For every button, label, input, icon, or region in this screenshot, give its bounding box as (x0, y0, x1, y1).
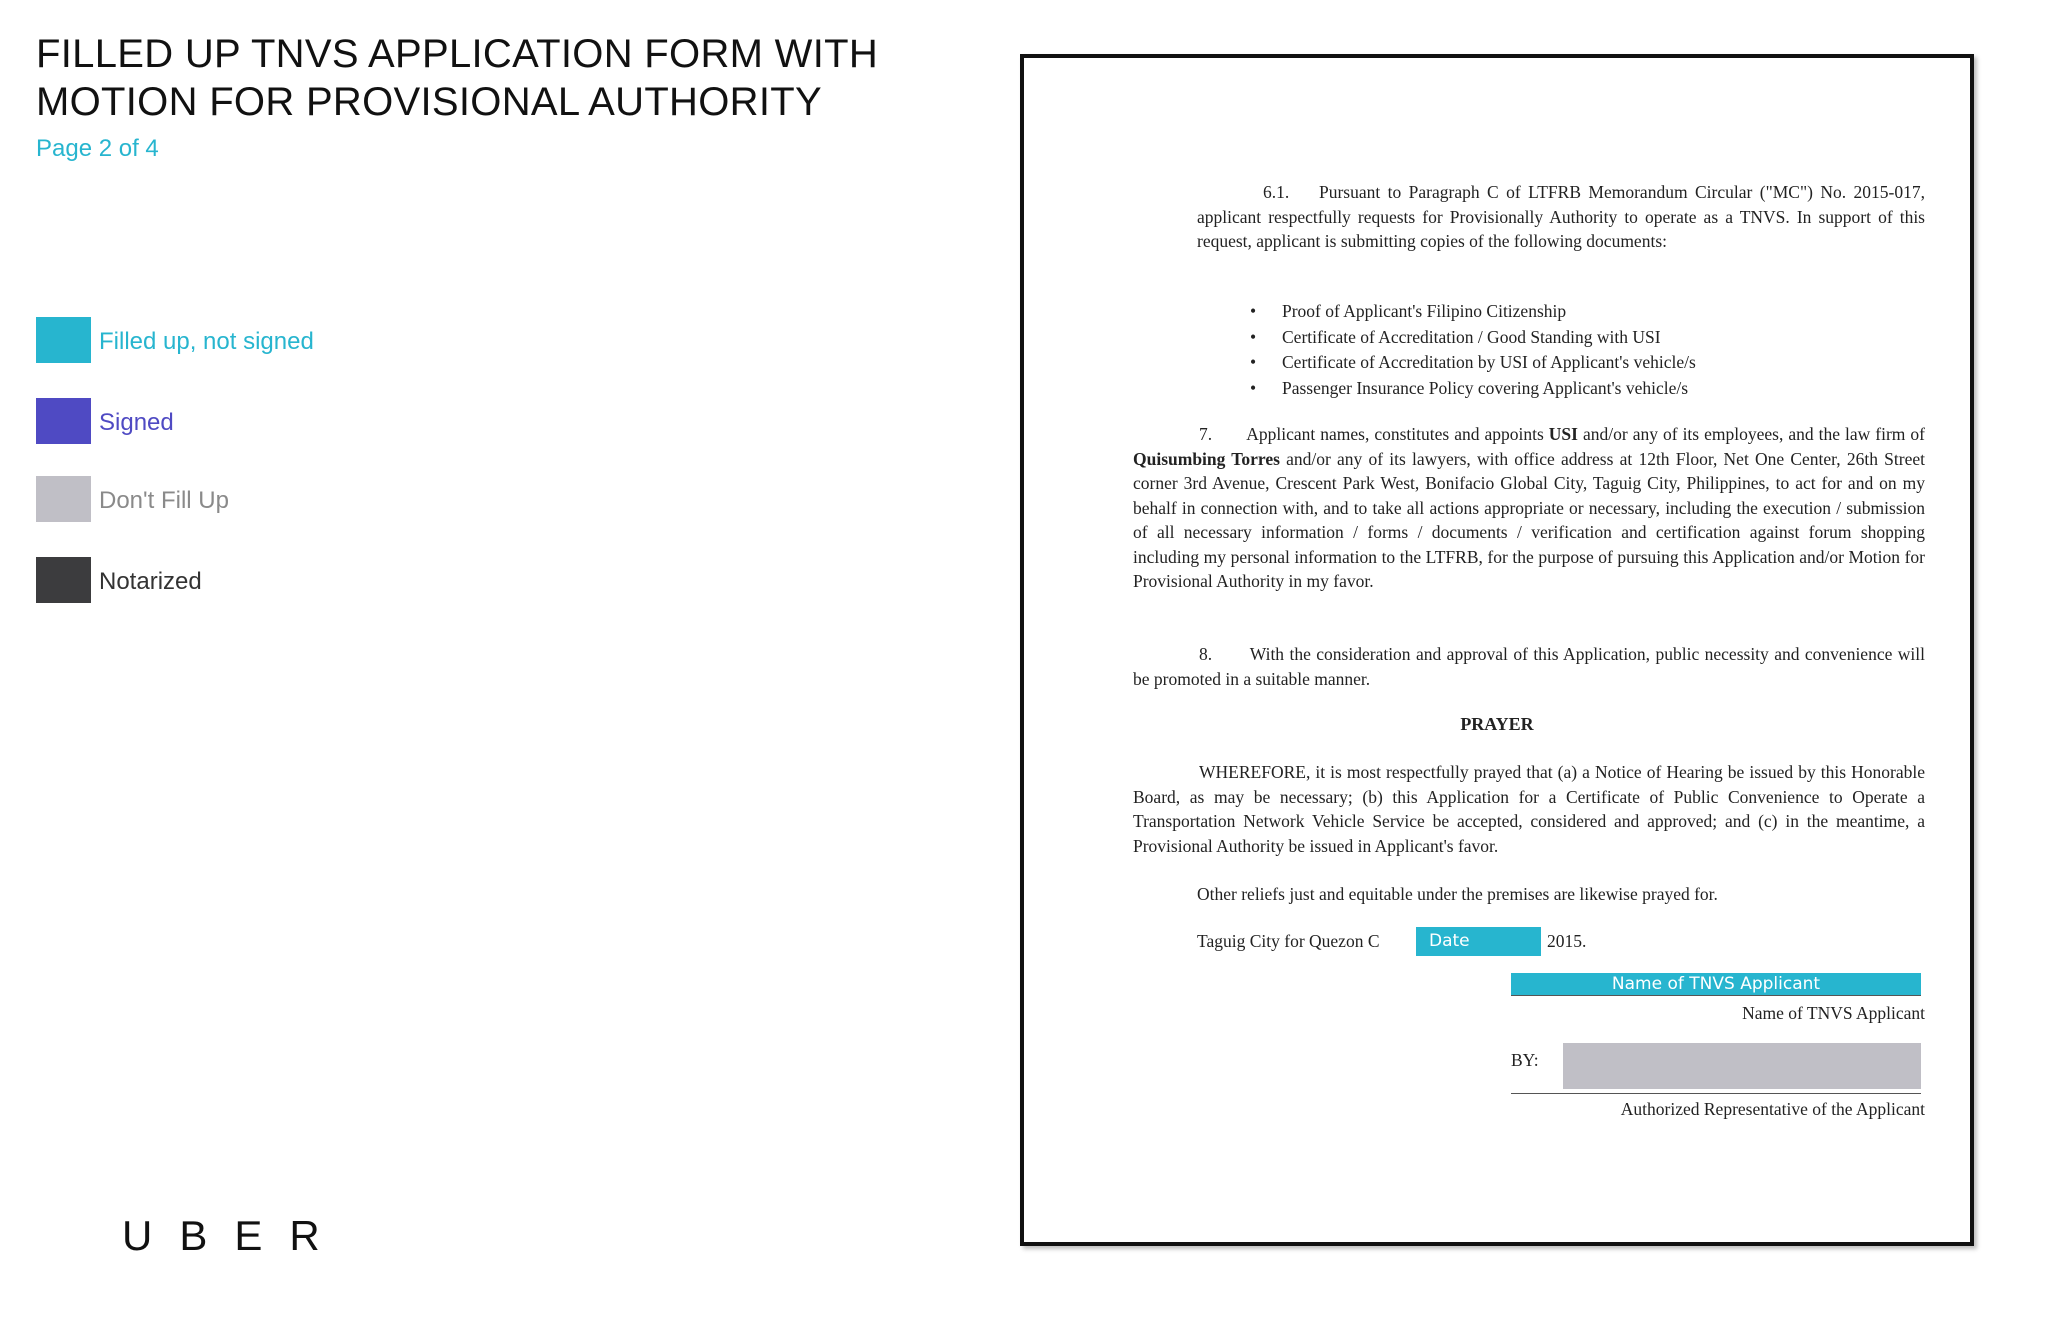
legend-label-notarized: Notarized (99, 568, 202, 595)
paragraph-6-1 (1197, 180, 1925, 254)
legend-swatch-dont-fill (36, 476, 91, 522)
signature-rule (1511, 995, 1921, 996)
paragraph-7-usi: USI (1548, 424, 1578, 444)
title-line-1: FILLED UP TNVS APPLICATION FORM WITH (36, 32, 879, 76)
document-page (1020, 54, 1974, 1246)
list-item: • Passenger Insurance Policy covering Applicant's vehicle/s (1250, 376, 1696, 402)
wherefore-paragraph (1133, 760, 1925, 858)
year-text: 2015. (1547, 931, 1587, 951)
paragraph-8-text: 8. With the consideration and approval of this Application, public necessity and convenience will be promoted in a suitable manner. (1133, 644, 1925, 689)
authorized-rule (1511, 1093, 1921, 1094)
legend-item-filled (36, 317, 436, 365)
documents-list (1250, 299, 1696, 401)
place-line: Taguig City for Quezon C (1197, 931, 1380, 951)
list-item: • Certificate of Accreditation / Good Standing with USI (1250, 325, 1696, 351)
list-item: • Certificate of Accreditation by USI of Applicant's vehicle/s (1250, 350, 1696, 376)
list-item: • Proof of Applicant's Filipino Citizenship (1250, 299, 1696, 325)
prayer-heading: PRAYER (1460, 714, 1534, 734)
other-reliefs: Other reliefs just and equitable under the premises are likewise prayed for. (1197, 884, 1718, 904)
legend-item-notarized (36, 557, 436, 605)
page-title (36, 30, 936, 126)
legend-item-dont-fill (36, 476, 436, 524)
authorized-signature-field (1563, 1043, 1921, 1089)
legend-label-dont-fill: Don't Fill Up (99, 487, 229, 514)
paragraph-7-part-a: 7. Applicant names, constitutes and appoints (1199, 424, 1549, 444)
legend-label-signed: Signed (99, 409, 174, 436)
wherefore-text: WHEREFORE, it is most respectfully prayed that (a) a Notice of Hearing be issued by this Honorable Board, as may be necessary; (b) this Application for a Certificate of Public Convenience to Operate a Transportation Network Vehicle Service be accepted, considered and approved; and (c) in the meantime, a Provisional Authority be issued in Applicant's favor. (1133, 762, 1925, 856)
applicant-name-field[interactable]: Name of TNVS Applicant (1511, 973, 1921, 995)
paragraph-7-part-b: and/or any of its employees, and the law firm of (1577, 424, 1925, 444)
authorized-caption: Authorized Representative of the Applicant (1620, 1099, 1925, 1119)
page-indicator: Page 2 of 4 (36, 135, 159, 162)
legend-swatch-filled (36, 317, 91, 363)
legend-item-signed (36, 398, 436, 446)
paragraph-7-firm: Quisumbing Torres (1133, 448, 1280, 469)
date-field[interactable]: Date (1416, 927, 1541, 956)
title-line-2: MOTION FOR PROVISIONAL AUTHORITY (36, 80, 822, 124)
uber-logo: UBER (122, 1212, 347, 1259)
paragraph-7-text (1133, 422, 1925, 594)
document-content (1024, 58, 1970, 1242)
paragraph-8 (1133, 642, 1925, 691)
name-caption: Name of TNVS Applicant (1742, 1003, 1925, 1023)
paragraph-6-1-text: 6.1. Pursuant to Paragraph C of LTFRB Memorandum Circular ("MC") No. 2015-017, applicant respectfully requests for Provisionally Authority to operate as a TNVS. In support of this request, applicant is submitting copies of the following documents: (1197, 182, 1925, 251)
legend-label-filled: Filled up, not signed (99, 328, 314, 355)
legend-swatch-notarized (36, 557, 91, 603)
paragraph-7 (1133, 422, 1925, 594)
by-label: BY: (1511, 1050, 1539, 1070)
legend-swatch-signed (36, 398, 91, 444)
paragraph-7-part-c: and/or any of its lawyers, with office address at 12th Floor, Net One Center, 26th Street corner 3rd Avenue, Crescent Park West, Bonifacio Global City, Taguig City, Philippines, to act for and on my behalf in connection with, and to take all actions appropriate or necessary, including the execution / submission of all necessary information / forms / documents / verification and certification against forum shopping including my personal information to the LTFRB, for the purpose of pursuing this Application and/or Motion for Provisional Authority in my favor. (1133, 448, 1926, 591)
